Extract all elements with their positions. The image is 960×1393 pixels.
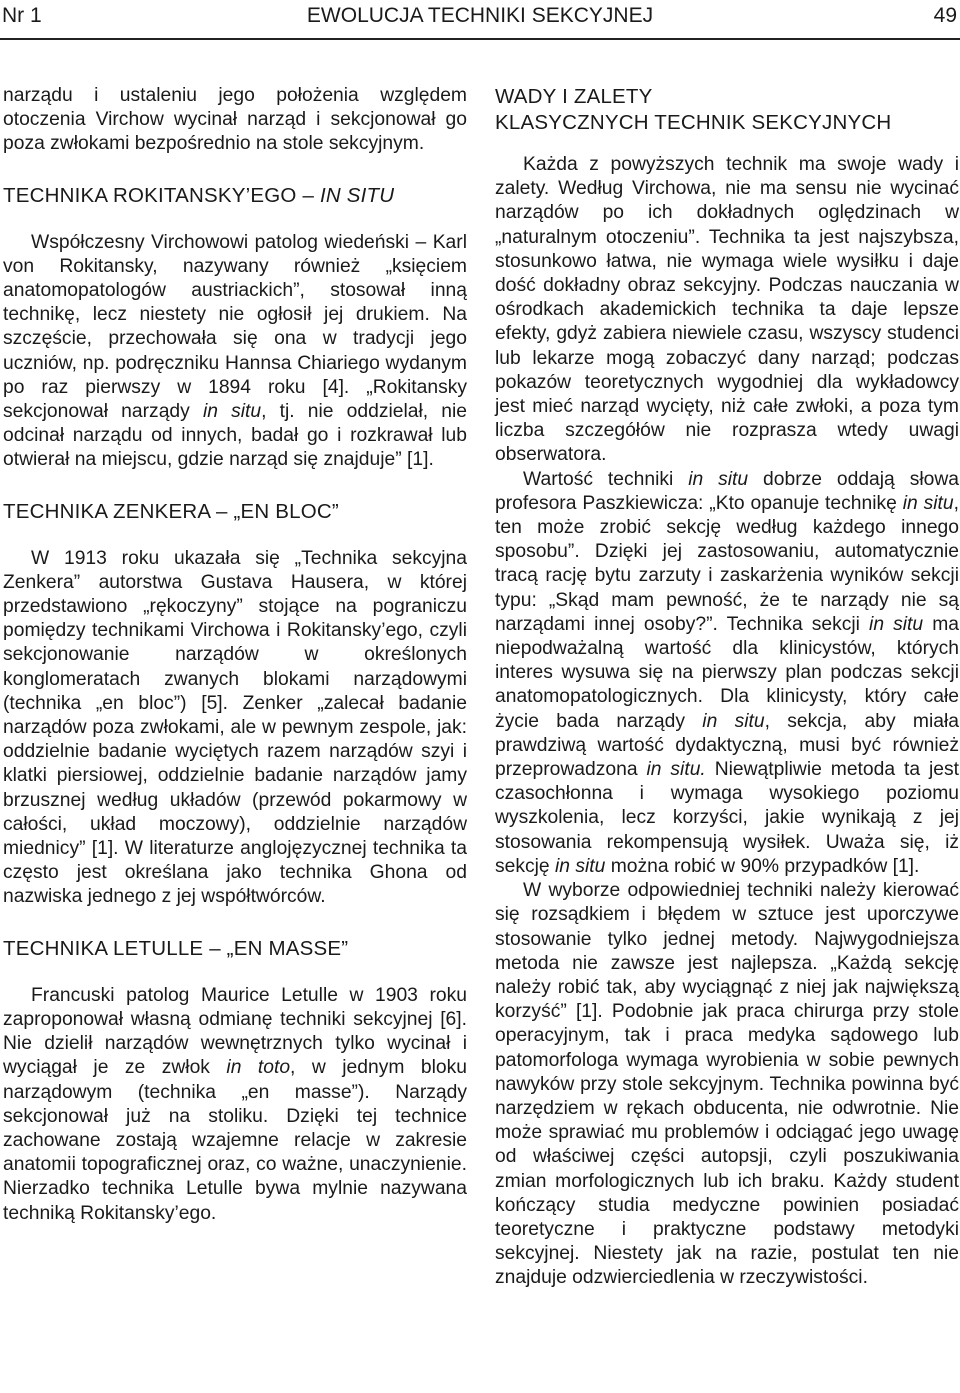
intro-paragraph: narządu i ustaleniu jego położenia względem otoczenia Virchow wycinał narząd i sekcjonował go poza zwłokami bezpośrednio na stole sekcyjnym. — [3, 85, 467, 155]
issue-number: Nr 1 — [2, 4, 42, 27]
paragraph-text: Niewątpliwie metoda ta jest czasochłonna i wymaga wysokiego poziomu wyszkolenia, lecz korzyści, jakie wynikają z jej stosowania rekompensują wysiłek. Uważa się, iż sekcję — [495, 759, 960, 877]
running-title: EWOLUCJA TECHNIKI SEKCYJNEJ — [306, 4, 654, 27]
paragraph-text: , ten może zrobić sekcję według każdego innego sposobu”. Dzięki jej zastosowaniu, automatycznie tracą rację bytu zarzuty i zaskarżenia wyników sekcji typu: „Skąd mam pewność, że te narządy nie są narządami innej osoby?”. Technika sekcji — [495, 492, 960, 635]
paragraph-text: można robić w 90% przypadków [1]. — [605, 855, 920, 877]
pros-cons-paragraph-3: W wyborze odpowiedniej techniki należy kierować się rozsądkiem i błędem w sztuce jest uporczywe stosowanie tylko jednej metody. Najwygodniejsza metoda nie zawsze jest najlepsza. „Każdą sekcję należy robić tak, aby wyciągnąć z niej jak największą korzyść” [1]. Podobnie jak praca chirurga przy stole operacyjnym, tak i praca medyka sądowego lub patomorfologa wymaga wyrobienia w sobie pewnych nawyków przy stole sekcyjnym. Technika powinna być narzędziem w rękach obducenta, nie odwrotnie. Nie może sprawiać mu problemów i odciągać jego uwagę od właściwej części autopsji, czyli poszukiwania zmian morfologicznych lub ich braku. Każdy student kończący studia medyczne powinien posiadać teoretyczne i praktyczne podstawy metodyki sekcyjnej. Niestety jak na razie, postulat ten nie znajduje odzwierciedlenia w rzeczywistości. — [495, 880, 959, 1289]
italic-term: in situ — [688, 468, 749, 490]
pros-cons-paragraph-2 — [495, 468, 959, 879]
page-number: 49 — [933, 4, 957, 27]
paragraph-text: Wartość techniki — [523, 468, 689, 490]
italic-term: in situ — [555, 855, 606, 877]
paragraph-text: , sekcja, aby miała prawdziwą wartość dydaktyczną, musi być również przeprowadzona — [495, 710, 959, 781]
heading-italic-text: IN SITU — [319, 183, 395, 207]
italic-term: in situ — [702, 710, 765, 732]
letulle-paragraph — [3, 984, 467, 1226]
rokitansky-paragraph — [3, 231, 467, 473]
italic-term: in toto — [226, 1057, 291, 1079]
right-column — [495, 84, 959, 1291]
pros-cons-paragraph-1: Każda z powyższych technik ma swoje wady i zalety. Według Virchowa, nie ma sensu nie wycinać narządów po ich dokładnych oględzinach w „naturalnym otoczeniu”. Technika ta jest najszybsza, stosunkowo łatwa, nie wymaga wiele wysiłku i daje dość dokładny obraz sekcyjny. Podczas nauczania w ośrodkach akademickich technika ta daje lepsze efekty, gdyż zabiera niewiele czasu, wszyscy studenci lub lekarze mogą zobaczyć dany narząd; podczas pokazów teoretycznych wygodniej dla wykładowcy jest mieć narząd wycięty, niż całe zwłoki, a poza tym liczba szczegółów nie rozprasza wtedy uwagi obserwatora. — [495, 154, 959, 466]
italic-term: in situ — [869, 613, 924, 635]
paragraph-text: ma niepodważalną wartość dla klinicystów, których interes wysuwa się na pierwszy plan podczas sekcji anatomopatologicznych. Dla klinicysty, który całe życie bada narządy — [495, 613, 959, 732]
section-heading-pros-cons — [495, 84, 959, 136]
zenker-paragraph: W 1913 roku ukazała się „Technika sekcyjna Zenkera” autorstwa Gustava Hausera, w której przedstawiono „rękoczyny” stojące na pograniczu pomiędzy technikami Virchowa i Rokitansky’ego, czyli sekcjonowanie narządów w określonych konglomeratach zwanych blokami narządowymi (technika „en bloc”) [5]. Zenker „zalecał badanie narządów poza zwłokami, ale w pewnym zespole, jak: oddzielnie badanie wyciętych razem narządów szyi i klatki piersiowej, oddzielnie badanie narządów jamy brzusznej według układów (przewód pokarmowy w całości, układ moczowy), oddzielnie narządów miednicy” [1]. W literaturze anglojęzycznej technika ta często jest określana jako technika Ghona od nazwiska jednego z jej współtwórców. — [3, 547, 467, 908]
section-heading-rokitansky — [3, 183, 467, 209]
italic-term: in situ — [902, 492, 954, 514]
paragraph-text: , w jednym bloku narządowym (technika „en masse”). Narządy sekcjonował już na stoliku. Dzięki tej technice zachowane zostają wzajemne relacje w zakresie anatomii topograficznej oraz, co ważne, unaczynienie. Nierzadko technika Letulle bywa mylnie nazywana techniką Rokitansky’ego. — [3, 1057, 467, 1224]
italic-term: in situ — [202, 401, 262, 423]
paragraph-text: dobrze oddają słowa profesora Paszkiewicza: „Kto opanuje technikę — [495, 468, 959, 514]
paragraph-text: Francuski patolog Maurice Letulle w 1903 roku zaproponował własną odmianę techniki sekcyjnej [6]. Nie dzielił narządów wewnętrznych tylko wycinał i wyciągał je ze zwłok — [3, 984, 467, 1079]
left-column — [3, 84, 467, 1226]
heading-text: TECHNIKA ROKITANSKY’EGO – — [3, 183, 320, 207]
paragraph-text: , tj. nie oddzielał, nie odcinał narządu od innych, badał go i rozkrawał lub otwierał na miejscu, gdzie narząd się znajduje” [1]. — [3, 401, 467, 471]
section-heading-zenker: TECHNIKA ZENKERA – „EN BLOC” — [3, 499, 339, 523]
page-header — [0, 0, 960, 40]
heading-line: KLASYCZNYCH TECHNIK SEKCYJNYCH — [495, 111, 892, 134]
paragraph-text: Współczesny Virchowowi patolog wiedeński – Karl von Rokitansky, nazywany również „księciem anatomopatologów austriackich”, stosował inną technikę, lecz niestety nie ogłosił jej drukiem. Na szczęście, przechowała się ona w tradycji jego uczniów, np. podręczniku Hannsa Chiariego wydanym po raz pierwszy w 1894 roku [4]. „Rokitansky sekcjonował narządy — [3, 231, 467, 423]
italic-term: in situ. — [646, 759, 706, 781]
heading-line: WADY I ZALETY — [495, 85, 653, 108]
section-heading-letulle: TECHNIKA LETULLE – „EN MASSE” — [3, 936, 349, 960]
